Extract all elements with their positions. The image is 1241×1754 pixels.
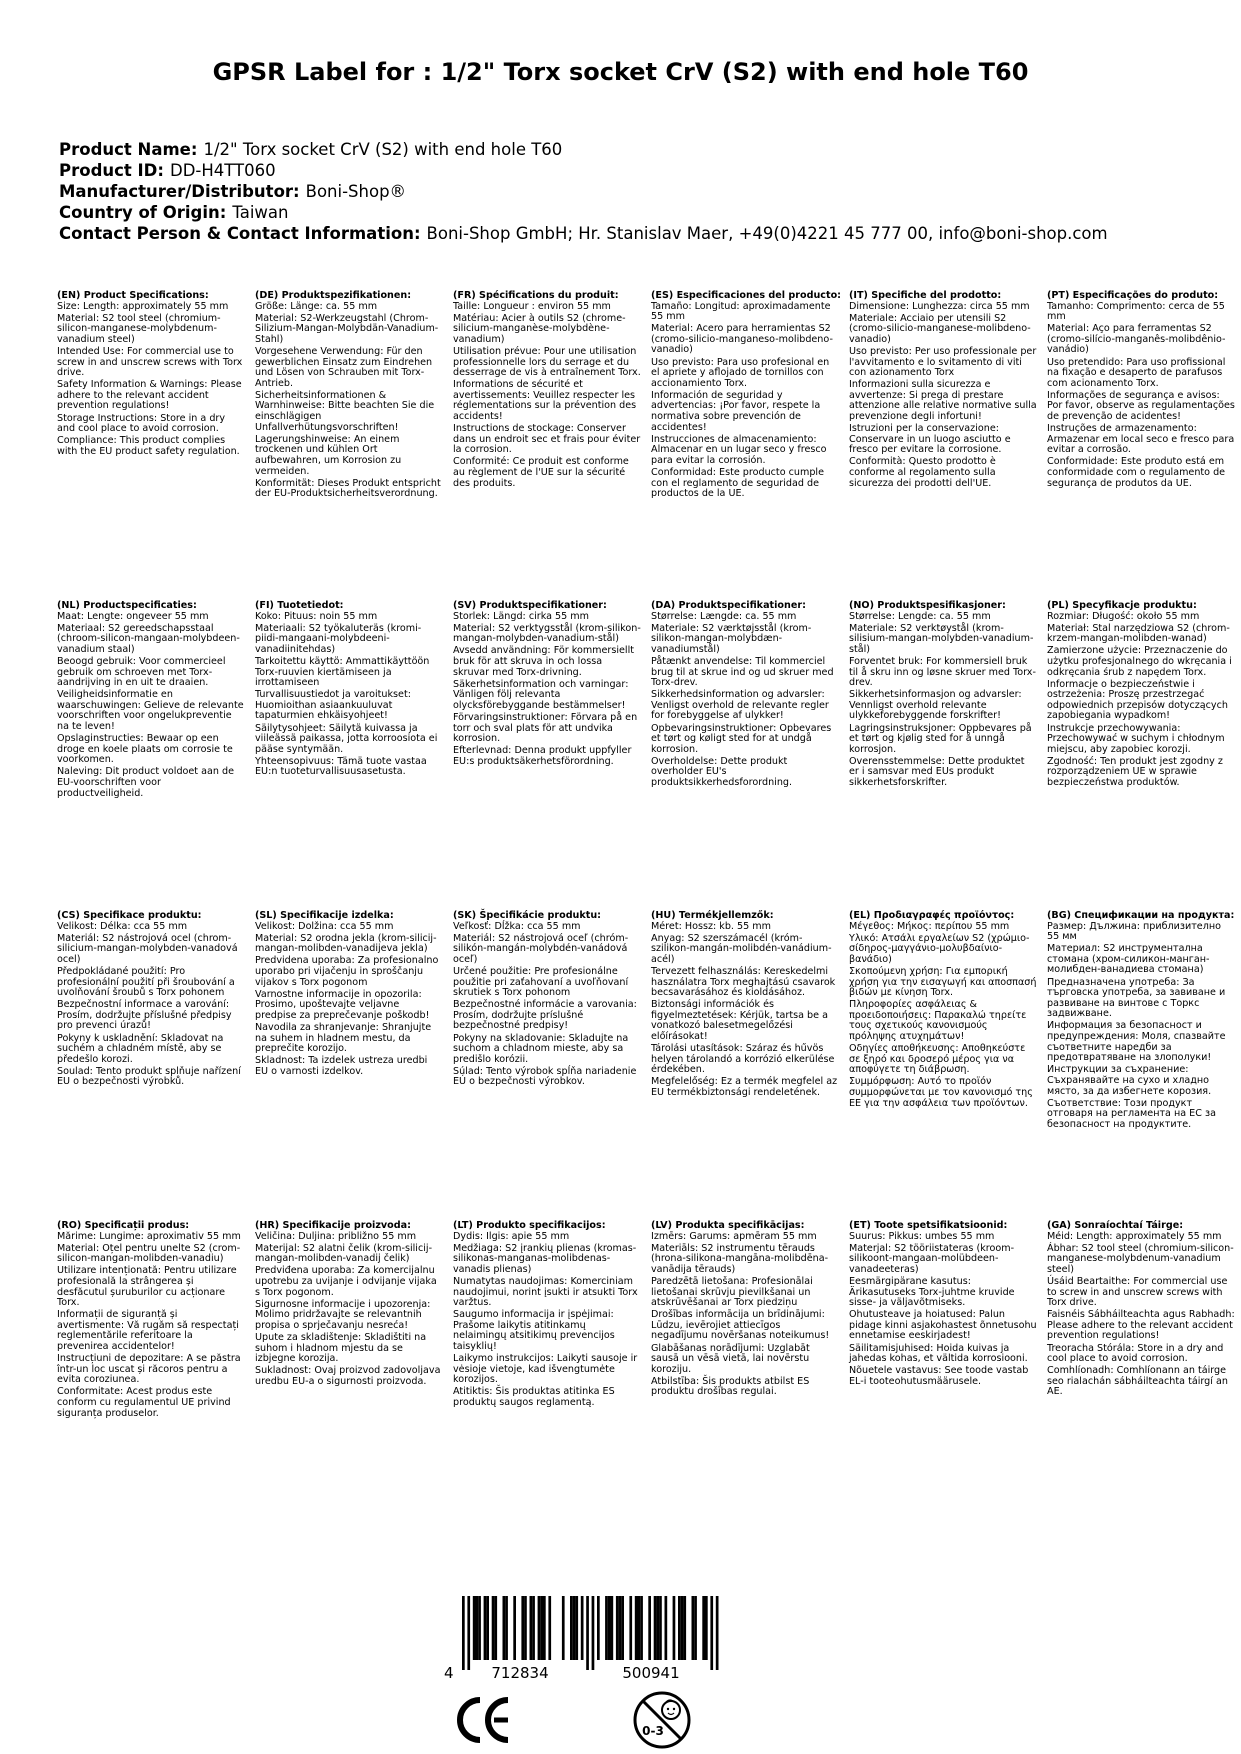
spec-block: [849, 291, 1047, 601]
spec-line: Varnostne informacije in opozorila: Prosimo, upoštevajte veljavne predpise za preprečevanje poškodb!: [255, 988, 430, 1021]
barcode-bar: [665, 1596, 668, 1660]
barcode-bar: [683, 1596, 686, 1660]
spec-line: Dydis: Ilgis: apie 55 mm: [453, 1230, 570, 1242]
spec-line: Rozmiar: Długość: około 55 mm: [1047, 610, 1200, 622]
spec-line: Material: S2 verktygsstål (krom-silikon-mangan-molybden-vanadium-stål): [453, 622, 641, 645]
barcode-bar: [656, 1596, 659, 1660]
spec-line: Μέγεθος: Μήκος: περίπου 55 mm: [849, 920, 1010, 932]
spec-line: Zgodność: Ten produkt jest zgodny z rozporządzeniem UE w sprawie bezpieczeństwa produktów.: [1047, 755, 1223, 788]
spec-block: [1047, 911, 1241, 1221]
spec-block: [651, 1221, 849, 1531]
barcode-bar: [530, 1596, 533, 1660]
spec-line: Treoracha Stórála: Store in a dry and cool place to avoid corrosion.: [1047, 1342, 1224, 1365]
spec-line: Conformidad: Este producto cumple con el reglamento de seguridad de productos de la UE.: [651, 467, 824, 500]
barcode-bar: [673, 1596, 676, 1660]
spec-line: Información de seguridad y advertencias: ¡Por favor, respete la normativa sobre prevención de accidentes!: [651, 389, 821, 433]
spec-line: Materiaal: S2 gereedschapsstaal (chroom-silicon-mangaan-molybdeen-vanadium staal): [57, 622, 240, 655]
info-value: Taiwan: [232, 203, 289, 222]
spec-line: Numatytas naudojimas: Komerciniam naudojimui, norint įsukti ir atsukti Torx varžtus.: [453, 1275, 638, 1309]
spec-line: Tamanho: Comprimento: cerca de 55 mm: [1047, 300, 1225, 323]
spec-block: [453, 911, 651, 1221]
spec-block-title: (CS) Specifikace produktu:: [57, 910, 202, 921]
spec-block: [255, 911, 453, 1221]
spec-block-title: (LT) Produkto specifikacijos:: [453, 1220, 606, 1231]
spec-line: Conformitate: Acest produs este conform cu regulamentul UE privind siguranța produselor.: [57, 1386, 231, 1419]
contact-row: [59, 223, 1209, 244]
spec-line: Zamierzone użycie: Przeznaczenie do użytku profesjonalnego do wkręcania i odkręcania śrub z napędem Torx.: [1047, 645, 1232, 678]
spec-line: Instructions de stockage: Conserver dans un endroit sec et frais pour éviter la corrosion.: [453, 423, 641, 456]
barcode-bar: [705, 1596, 708, 1660]
barcode-bar: [638, 1596, 641, 1660]
spec-line: Koko: Pituus: noin 55 mm: [255, 610, 378, 622]
spec-line: Instrucțiuni de depozitare: A se păstra într-un loc uscat și răcoros pentru a evita coroziunea.: [57, 1353, 241, 1386]
spec-line: Размер: Дължина: приблизително 55 мм: [1047, 920, 1221, 943]
spec-line: Sikkerhetsinformasjon og advarsler: Vennligst overhold relevante ulykkeforebyggende forskrifter!: [849, 689, 1022, 722]
spec-line: Pokyny na skladovanie: Skladujte na suchom a chladnom mieste, aby sa predišlo korózii.: [453, 1032, 629, 1065]
spec-block: [1047, 291, 1241, 601]
spec-line: Určené použitie: Pre profesionálne použitie pri zaťahovaní a uvoľňovaní skrutiek s Torx pohonom: [453, 965, 629, 999]
spec-block-title: (DA) Produktspecifikationer:: [651, 600, 806, 611]
barcode-bar: [476, 1596, 479, 1660]
spec-line: Sigurnosne informacije i upozorenja: Molimo pridržavajte se relevantnih propisa o sprječavanju nesreća!: [255, 1298, 431, 1331]
spec-block: [453, 291, 651, 601]
spec-line: Turvallisuustiedot ja varoitukset: Huomioithan asiaankuuluvat tapaturmien ehkäisyohjeet!: [255, 689, 411, 722]
spec-line: Bezpečnostné informácie a varovania: Prosím, dodržujte príslušné bezpečnostné predpisy!: [453, 999, 637, 1032]
spec-line: Conformité: Ce produit est conforme au règlement de l'UE sur la sécurité des produits.: [453, 456, 629, 489]
spec-line: Suurus: Pikkus: umbes 55 mm: [849, 1230, 995, 1242]
spec-block: [849, 601, 1047, 911]
spec-line: Sukladnost: Ovaj proizvod zadovoljava uredbu EU-a o sigurnosti proizvoda.: [255, 1365, 441, 1387]
spec-line: Matériau: Acier à outils S2 (chrome-silicium-manganèse-molybdène-vanadium): [453, 312, 626, 345]
spec-block: [1047, 1221, 1241, 1531]
spec-block: [1047, 601, 1241, 911]
spec-line: Lagerungshinweise: An einem trockenen und kühlen Ort aufbewahren, um Korrosion zu vermeiden.: [255, 433, 402, 477]
spec-line: Atitiktis: Šis produktas atitinka ES produktų saugos reglamentą.: [453, 1386, 615, 1408]
barcode-left-group: 712834: [491, 1664, 549, 1680]
spec-line: Veľkosť: Dĺžka: cca 55 mm: [453, 920, 581, 932]
spec-line: Storage Instructions: Store in a dry and cool place to avoid corrosion.: [57, 412, 226, 435]
spec-line: Méid: Length: approximately 55 mm: [1047, 1230, 1222, 1242]
spec-line: Nõuetele vastavus: See toode vastab EL-i tooteohutusmäärusele.: [849, 1365, 1029, 1387]
spec-block-title: (ES) Especificaciones del producto:: [651, 290, 842, 301]
barcode-bar: [640, 1596, 643, 1660]
spec-line: Materiale: S2 verktøystål (krom-silisium-mangan-molybden-vanadium-stål): [849, 622, 1034, 655]
spec-line: Utilizare intenționată: Pentru utilizare profesională la strângerea și desfăcutul șuruburilor cu acționare Torx.: [57, 1265, 237, 1309]
ean-barcode: [440, 1596, 750, 1680]
barcode-bar: [694, 1596, 697, 1660]
spec-line: Tarkoitettu käyttö: Ammattikäyttöön Torx-ruuvien kiertämiseen ja irrottamiseen: [255, 655, 430, 689]
spec-block-title: (FR) Spécifications du produit:: [453, 290, 619, 301]
spec-line: Säilytysohjeet: Säilytä kuivassa ja viileässä paikassa, jotta korroosiota ei pääse syntymään.: [255, 722, 438, 755]
spec-block-title: (NO) Produktspesifikasjoner:: [849, 600, 1006, 611]
info-label: Product ID:: [59, 161, 164, 180]
barcode-bar: [540, 1596, 543, 1660]
barcode-bar: [524, 1596, 527, 1660]
spec-line: Maat: Lengte: ongeveer 55 mm: [57, 610, 209, 622]
spec-line: Sikkerhedsinformation og advarsler: Venligst overhold de relevante regler for forebyggelse af ulykker!: [651, 689, 829, 722]
spec-line: Materiaali: S2 työkaluteräs (kromi-piidi-mangaani-molybdeeni-vanadiinitehdas): [255, 622, 422, 655]
spec-block-title: (HU) Termékjellemzők:: [651, 910, 774, 921]
spec-line: Инструкции за съхранение: Съхранявайте на сухо и хладно място, за да избегнете корозия.: [1047, 1064, 1212, 1097]
barcode-bar: [692, 1596, 695, 1660]
barcode-guard-bar: [462, 1596, 465, 1670]
spec-line: Material: S2 orodna jekla (krom-silicij-mangan-molibden-vanadijeva jekla): [255, 932, 437, 955]
product-id-row: [59, 160, 1209, 181]
spec-line: Taille: Longueur : environ 55 mm: [453, 300, 611, 312]
spec-line: Overensstemmelse: Dette produktet er i samsvar med EUs produkt sikkerhetsforskrifter.: [849, 755, 1025, 788]
barcode-bar: [575, 1596, 578, 1660]
spec-line: Tamaño: Longitud: aproximadamente 55 mm: [651, 300, 831, 323]
barcode-bar: [619, 1596, 622, 1660]
spec-line: Izmērs: Garums: apmēram 55 mm: [651, 1230, 817, 1242]
spec-block-title: (NL) Productspecificaties:: [57, 600, 197, 611]
barcode-bar: [548, 1596, 551, 1660]
barcode-bar: [681, 1596, 684, 1660]
spec-line: Tárolási utasítások: Száraz és hűvös helyen tárolandó a korrózió elkerülése érdekében.: [651, 1043, 835, 1076]
label-footer: [440, 1596, 760, 1746]
spec-line: Material: Oțel pentru unelte S2 (crom-silicon-mangan-molibden-vanadiu): [57, 1242, 241, 1265]
barcode-bar: [505, 1596, 508, 1660]
product-info: [59, 139, 1209, 244]
spec-line: Eesmärgipärane kasutus: Ärikasutuseks Torx-juhtme kruvide sisse- ja väljavõtmiseks.: [849, 1275, 1015, 1309]
info-label: Country of Origin:: [59, 203, 227, 222]
spec-line: Materiál: S2 nástrojová oceľ (chróm-silikón-mangán-molybdén-vanádová oceľ): [453, 932, 629, 965]
spec-block-title: (HR) Specifikacije proizvoda:: [255, 1220, 411, 1231]
spec-row: [57, 291, 1237, 601]
barcode-bar: [659, 1596, 662, 1660]
spec-block-title: (EN) Product Specifications:: [57, 290, 209, 301]
spec-block-title: (SK) Špecifikácie produktu:: [453, 910, 602, 921]
country-row: [59, 202, 1209, 223]
ce-mark-icon: [456, 1692, 512, 1748]
spec-line: Naleving: Dit product voldoet aan de EU-voorschriften voor productveiligheid.: [57, 766, 234, 799]
barcode-bar: [538, 1596, 541, 1660]
language-spec-grid: [57, 291, 1237, 1531]
spec-line: Comhlíonadh: Comhlíonann an táirge seo rialachán sábháilteachta táirgí an AE.: [1047, 1365, 1228, 1398]
spec-line: Säkerhetsinformation och varningar: Vänligen följ relevanta olycksförebyggande bestämmelser!: [453, 678, 629, 711]
spec-line: Materiale: Acciaio per utensili S2 (cromo-silicio-manganese-molibdeno-vanadio): [849, 312, 1031, 345]
spec-row: [57, 1221, 1237, 1531]
barcode-bar: [486, 1596, 489, 1660]
barcode-bar: [635, 1596, 638, 1660]
barcode-bar: [484, 1596, 487, 1660]
spec-line: Uso pretendido: Para uso profissional na fixação e desaperto de parafusos com acionamento Torx.: [1047, 356, 1226, 389]
barcode-bar: [621, 1596, 624, 1660]
spec-block: [57, 601, 255, 911]
barcode-bar: [608, 1596, 611, 1660]
spec-line: Vorgesehene Verwendung: Für den gewerblichen Einsatz zum Eindrehen und Lösen von Schrauben mit Torx-Antrieb.: [255, 345, 433, 389]
spec-block: [849, 1221, 1047, 1531]
barcode-bar: [543, 1596, 546, 1660]
barcode-bar: [521, 1596, 524, 1660]
spec-block-title: (SL) Specifikacije izdelka:: [255, 910, 394, 921]
info-label: Contact Person & Contact Information:: [59, 224, 421, 243]
spec-line: Overholdelse: Dette produkt overholder EU's produktsikkerhedsforordning.: [651, 755, 793, 788]
spec-line: Laikymo instrukcijos: Laikyti sausoje ir vėsioje vietoje, kad išvengtumėte korozijos.: [453, 1353, 638, 1386]
not-for-children-0-3-icon: [632, 1690, 692, 1750]
spec-line: Størrelse: Lengde: ca. 55 mm: [849, 610, 991, 622]
spec-line: Informazioni sulla sicurezza e avvertenze: Si prega di prestare attenzione alle relative normative sulla prevenzione degli infortuni!: [849, 379, 1037, 423]
spec-line: Velikost: Dolžina: cca 55 mm: [255, 920, 394, 932]
spec-line: Upute za skladištenje: Skladištiti na suhom i hladnom mjestu da se izbjegne korozija.: [255, 1331, 427, 1365]
spec-block-title: (IT) Specifiche del prodotto:: [849, 290, 1002, 301]
spec-row: [57, 911, 1237, 1221]
spec-line: Påtænkt anvendelse: Til kommerciel brug til at skrue ind og ud skruer med Torx-drev.: [651, 655, 834, 689]
spec-line: Úsáid Beartaithe: For commercial use to screw in and unscrew screws with Torx drive.: [1047, 1275, 1228, 1309]
spec-line: Säilitamisjuhised: Hoida kuivas ja jahedas kohas, et vältida korrosiooni.: [849, 1342, 1028, 1365]
barcode-bar: [581, 1596, 584, 1660]
spec-line: Sicherheitsinformationen & Warnhinweise: Bitte beachten Sie die einschlägigen Unfallverhütungsvorschriften!: [255, 389, 435, 433]
barcode-guard-bar: [710, 1596, 713, 1670]
spec-line: Storlek: Längd: cirka 55 mm: [453, 610, 589, 622]
spec-block: [453, 601, 651, 911]
barcode-bar: [513, 1596, 516, 1660]
spec-line: Instrucciones de almacenamiento: Almacenar en un lugar seco y fresco para evitar la corrosión.: [651, 433, 827, 466]
barcode-bar: [478, 1596, 481, 1660]
barcode-guard-bar: [592, 1596, 595, 1670]
age-warning-text: 0-3: [642, 1724, 664, 1738]
spec-line: Glabāšanas norādījumi: Uzglabāt sausā un vēsā vietā, lai novērstu koroziju.: [651, 1342, 810, 1375]
info-value: Boni-Shop GmbH; Hr. Stanislav Maer, +49(0)4221 45 777 00, info@boni-shop.com: [426, 224, 1108, 243]
spec-line: Mărime: Lungime: aproximativ 55 mm: [57, 1230, 241, 1242]
spec-block: [849, 911, 1047, 1221]
spec-line: Informacje o bezpieczeństwie i ostrzeżenia: Proszę przestrzegać odpowiednich przepisów dotyczących zapobiegania wypadkom!: [1047, 678, 1228, 722]
barcode-bar: [616, 1596, 619, 1660]
spec-line: Faisnéis Sábháilteachta agus Rabhadh: Please adhere to the relevant accident prevention regulations!: [1047, 1309, 1235, 1342]
barcode-bar: [611, 1596, 614, 1660]
spec-block-title: (LV) Produkta specifikācijas:: [651, 1220, 805, 1231]
spec-line: Predvidena uporaba: Za profesionalno uporabo pri vijačenju in sproščanju vijakov s Torx pogonom: [255, 955, 439, 988]
spec-line: Materiāls: S2 instrumentu tērauds (hrona-silikona-mangāna-molibdēna-vanādija tērauds): [651, 1242, 829, 1275]
spec-line: Yhteensopivuus: Tämä tuote vastaa EU:n tuoteturvallisuusasetusta.: [255, 755, 427, 778]
barcode-bar: [678, 1596, 681, 1660]
spec-block: [651, 911, 849, 1221]
spec-block: [255, 291, 453, 601]
barcode-bar: [570, 1596, 573, 1660]
spec-line: Bezpečnostní informace a varování: Prosím, dodržujte příslušné předpisy pro prevenci úrazů!: [57, 999, 232, 1032]
spec-line: Konformität: Dieses Produkt entspricht der EU-Produktsicherheitsverordnung.: [255, 477, 441, 500]
spec-line: Compliance: This product complies with the EU product safety regulation.: [57, 435, 240, 457]
spec-line: Instrukcje przechowywania: Przechowywać w suchym i chłodnym miejscu, aby zapobiec korozji.: [1047, 722, 1225, 755]
spec-line: Material: Acero para herramientas S2 (cromo-silicio-manganeso-molibdeno-vanadio): [651, 323, 833, 356]
spec-line: Størrelse: Længde: ca. 55 mm: [651, 610, 797, 622]
barcode-right-group: 500941: [622, 1664, 680, 1680]
spec-line: Atbilstība: Šis produkts atbilst ES produktu drošības regulai.: [651, 1375, 810, 1398]
spec-line: Size: Length: approximately 55 mm: [57, 300, 229, 312]
barcode-bar: [702, 1596, 705, 1660]
spec-block-title: (DE) Produktspezifikationen:: [255, 290, 412, 301]
spec-line: Biztonsági információk és figyelmeztetések: Kérjük, tartsa be a vonatkozó balesetmegelőzési előírásokat!: [651, 999, 828, 1043]
spec-line: Material: Aço para ferramentas S2 (cromo-silício-manganês-molibdênio-vanádio): [1047, 323, 1226, 356]
spec-line: Předpokládané použití: Pro profesionální použití při šroubování a uvolňování šroubů s Torx pohonem: [57, 965, 235, 999]
spec-line: Съответствие: Този продукт отговаря на регламента на ЕС за безопасност на продуктите.: [1047, 1097, 1216, 1130]
spec-line: Megfelelőség: Ez a termék megfelel az EU termékbiztonsági rendeletének.: [651, 1076, 838, 1098]
barcode-bar: [654, 1596, 657, 1660]
spec-line: Predviđena uporaba: Za komercijalnu upotrebu za uvijanje i odvijanje vijaka s Torx pogonom.: [255, 1265, 437, 1298]
info-value: Boni-Shop®: [305, 182, 407, 201]
spec-line: Informações de segurança e avisos: Por favor, observe as regulamentações de prevenção de acidentes!: [1047, 389, 1235, 423]
spec-line: Efterlevnad: Denna produkt uppfyller EU:s produktsäkerhetsförordning.: [453, 745, 632, 767]
spec-line: Υλικό: Ατσάλι εργαλείων S2 (χρώμιο-σίδηρος-μαγγάνιο-μολυβδαίνιο-βανάδιο): [849, 932, 1030, 965]
spec-line: Veličina: Duljina: približno 55 mm: [255, 1230, 417, 1242]
spec-line: Σκοπούμενη χρήση: Για εμπορική χρήση για την εισαγωγή και αποσπασή βιδών με κίνηση Torx.: [849, 965, 1037, 999]
spec-line: Paredzētā lietošana: Profesionālai lietošanai skrūvju pievilkšanai un atskrūvēšanai ar Torx piedziņu: [651, 1275, 813, 1309]
spec-line: Materiał: Stal narzędziowa S2 (chrom-krzem-mangan-molibden-wanad): [1047, 622, 1230, 645]
spec-block: [57, 291, 255, 601]
spec-line: Информация за безопасност и предупреждения: Моля, спазвайте съответните наредби за предотвратяване на злополуки!: [1047, 1020, 1226, 1064]
spec-block-title: (BG) Спецификации на продукта:: [1047, 910, 1235, 921]
spec-line: Ohutusteave ja hoiatused: Palun pidage kinni asjakohastest õnnetusohu ennetamise eeskirjadest!: [849, 1309, 1037, 1342]
spec-line: Drošības informācija un brīdinājumi: Lūdzu, ievērojiet attiecīgos negadījumu novēršanas noteikumus!: [651, 1309, 830, 1342]
spec-line: Материал: S2 инструментална стомана (хром-силикон-манган-молибден-ванадиева стомана): [1047, 943, 1210, 976]
spec-line: Veiligheidsinformatie en waarschuwingen: Gelieve de relevante voorschriften voor ongelukpreventie na te leven!: [57, 689, 244, 733]
barcode-bar: [503, 1596, 506, 1660]
spec-line: Istruzioni per la conservazione: Conservare in un luogo asciutto e fresco per evitare la corrosione.: [849, 423, 1011, 456]
spec-line: Tervezett felhasználás: Kereskedelmi használatra Torx meghajtású csavarok becsavarásához és kioldásához.: [651, 965, 836, 999]
barcode-bar: [492, 1596, 495, 1660]
barcode-bar: [629, 1596, 632, 1660]
spec-line: Ábhar: S2 tool steel (chromium-silicon-manganese-molybdenum-vanadium steel): [1047, 1242, 1234, 1275]
info-label: Product Name:: [59, 140, 198, 159]
spec-block-title: (PT) Especificações do produto:: [1047, 290, 1219, 301]
spec-line: Πληροφορίες ασφάλειας & προειδοποιήσεις: Παρακαλώ τηρείτε τους σχετικούς κανονισμούς πρόληψης ατυχημάτων!: [849, 999, 1027, 1043]
barcode-bar: [494, 1596, 497, 1660]
info-value: 1/2" Torx socket CrV (S2) with end hole T60: [203, 140, 563, 159]
spec-block-title: (ET) Toote spetsifikatsioonid:: [849, 1220, 1008, 1231]
spec-block: [453, 1221, 651, 1531]
spec-block-title: (GA) Sonraíochtaí Táirge:: [1047, 1220, 1184, 1231]
spec-block: [255, 601, 453, 911]
barcode-bar: [473, 1596, 476, 1660]
spec-line: Velikost: Délka: cca 55 mm: [57, 920, 188, 932]
spec-line: Förvaringsinstruktioner: Förvara på en torr och sval plats för att undvika korrosion.: [453, 711, 638, 745]
spec-line: Soulad: Tento produkt splňuje nařízení EU o bezpečnosti výrobků.: [57, 1065, 241, 1088]
spec-block: [651, 291, 849, 601]
barcode-bars: [462, 1596, 719, 1670]
page-title: GPSR Label for : 1/2" Torx socket CrV (S2) with end hole T60: [212, 58, 1029, 86]
spec-block: [57, 1221, 255, 1531]
spec-block-title: (RO) Specificații produs:: [57, 1220, 190, 1231]
barcode-bar: [648, 1596, 651, 1660]
spec-line: Avsedd användning: För kommersiellt bruk för att skruva in och lossa skruvar med Torx-drivning.: [453, 645, 635, 678]
spec-line: Предназначена употреба: За търговска употреба, за завиване и развиване на винтове с Торкс задвижване.: [1047, 976, 1226, 1020]
barcode-bar: [562, 1596, 565, 1660]
barcode-guard-bar: [586, 1596, 589, 1670]
spec-line: Materjal: S2 tööriistateras (kroom-silikoont-mangaan-molübdeen-vanadeeteras): [849, 1242, 1015, 1275]
spec-line: Materiál: S2 nástrojová ocel (chrom-silicium-mangan-molybden-vanadová ocel): [57, 932, 238, 965]
spec-line: Conformità: Questo prodotto è conforme al regolamento sulla sicurezza dei prodotti dell'UE.: [849, 456, 996, 489]
spec-block-title: (PL) Specyfikacje produktu:: [1047, 600, 1197, 611]
spec-block-title: (EL) Προδιαγραφές προϊόντος:: [849, 910, 1015, 921]
spec-line: Uso previsto: Para uso profesional en el apriete y aflojado de tornillos con accionamiento Torx.: [651, 356, 830, 389]
spec-block-title: (SV) Produktspecifikationer:: [453, 600, 607, 611]
spec-line: Uso previsto: Per uso professionale per l'avvitamento e lo svitamento di viti con azionamento Torx: [849, 345, 1037, 379]
spec-line: Größe: Länge: ca. 55 mm: [255, 300, 378, 312]
info-value: DD-H4TT060: [169, 161, 276, 180]
manufacturer-row: [59, 181, 1209, 202]
spec-line: Informations de sécurité et avertissements: Veuillez respecter les réglementations sur la prévention des accidents!: [453, 379, 637, 423]
spec-line: Utilisation prévue: Pour une utilisation professionnelle lors du serrage et du desserrage de vis à entraînement Torx.: [453, 345, 641, 379]
spec-line: Súlad: Tento výrobok spĺňa nariadenie EÚ o bezpečnosti výrobkov.: [453, 1065, 637, 1088]
spec-row: [57, 601, 1237, 911]
spec-line: Intended Use: For commercial use to screw in and unscrew screws with Torx drive.: [57, 345, 243, 379]
spec-line: Medžiaga: S2 įrankių plienas (kromas-silikonas-manganas-molibdenas-vanadis plienas): [453, 1242, 637, 1275]
spec-line: Navodila za shranjevanje: Shranjujte na suhem in hladnem mestu, da preprečite korozijo.: [255, 1021, 432, 1055]
spec-line: Skladnost: Ta izdelek ustreza uredbi EU o varnosti izdelkov.: [255, 1055, 428, 1077]
spec-line: Beoogd gebruik: Voor commercieel gebruik om schroeven met Torx-aandrijving in en uit te draaien.: [57, 655, 226, 689]
spec-line: Lagringsinstruksjoner: Oppbevares på et tørt og kjølig sted for å unngå korrosjon.: [849, 722, 1032, 755]
spec-line: Materiale: S2 værktøjsstål (krom-silikon-mangan-molybdæn-vanadiumstål): [651, 622, 812, 655]
info-label: Manufacturer/Distributor:: [59, 182, 300, 201]
spec-line: Dimensione: Lunghezza: circa 55 mm: [849, 300, 1030, 312]
spec-line: Instruções de armazenamento: Armazenar em local seco e fresco para evitar a corrosão.: [1047, 423, 1235, 456]
barcode-bar: [597, 1596, 600, 1660]
spec-line: Forventet bruk: For kommersiell bruk til å skru inn og løsne skruer med Torx-drev.: [849, 655, 1036, 689]
spec-line: Opbevaringsinstruktioner: Opbevares et tørt og køligt sted for at undgå korrosion.: [651, 722, 832, 755]
barcode-bar: [573, 1596, 576, 1660]
spec-line: Safety Information & Warnings: Please adhere to the relevant accident prevention regulations!: [57, 379, 242, 412]
spec-line: Material: S2 tool steel (chromium-silicon-manganese-molybdenum-vanadium steel): [57, 312, 221, 345]
spec-line: Informații de siguranță și avertismente: Vă rugăm să respectați reglementările referitoare la prevenirea accidentelor!: [57, 1309, 239, 1353]
spec-line: Conformidade: Este produto está em conformidade com o regulamento de segurança de produtos da UE.: [1047, 456, 1226, 489]
spec-line: Pokyny k uskladnění: Skladovat na suchém a chladném místě, aby se předešlo korozi.: [57, 1032, 224, 1065]
spec-line: Συμμόρφωση: Αυτό το προϊόν συμμορφώνεται με τον κανονισμό της ΕΕ για την ασφάλεια των προϊόντων.: [849, 1076, 1033, 1109]
product-name-row: [59, 139, 1209, 160]
barcode-bar: [605, 1596, 608, 1660]
barcode-first-digit: 4: [444, 1664, 454, 1680]
spec-line: Opslaginstructies: Bewaar op een droge en koele plaats om corrosie te voorkomen.: [57, 733, 233, 766]
barcode-guard-bar: [716, 1596, 719, 1670]
spec-line: Anyag: S2 szerszámacél (króm-szilikon-mangán-molibdén-vanádium-acél): [651, 932, 832, 965]
spec-block: [57, 911, 255, 1221]
spec-line: Méret: Hossz: kb. 55 mm: [651, 920, 771, 932]
spec-block: [255, 1221, 453, 1531]
barcode-bar: [532, 1596, 535, 1660]
barcode-guard-bar: [467, 1596, 470, 1670]
spec-line: Materijal: S2 alatni čelik (krom-silicij-mangan-molibden-vanadij čelik): [255, 1242, 433, 1265]
spec-line: Οδηγίες αποθήκευσης: Αποθηκεύστε σε ξηρό και δροσερό μέρος για να αποφύγετε τη διάβρωση.: [849, 1043, 1026, 1076]
spec-block: [651, 601, 849, 911]
spec-block-title: (FI) Tuotetiedot:: [255, 600, 344, 611]
spec-line: Material: S2-Werkzeugstahl (Chrom-Silizium-Mangan-Molybdän-Vanadium-Stahl): [255, 312, 439, 345]
spec-line: Saugumo informacija ir įspėjimai: Prašome laikytis atitinkamų nelaimingų atsitikimų prevencijos taisyklių!: [453, 1309, 615, 1353]
